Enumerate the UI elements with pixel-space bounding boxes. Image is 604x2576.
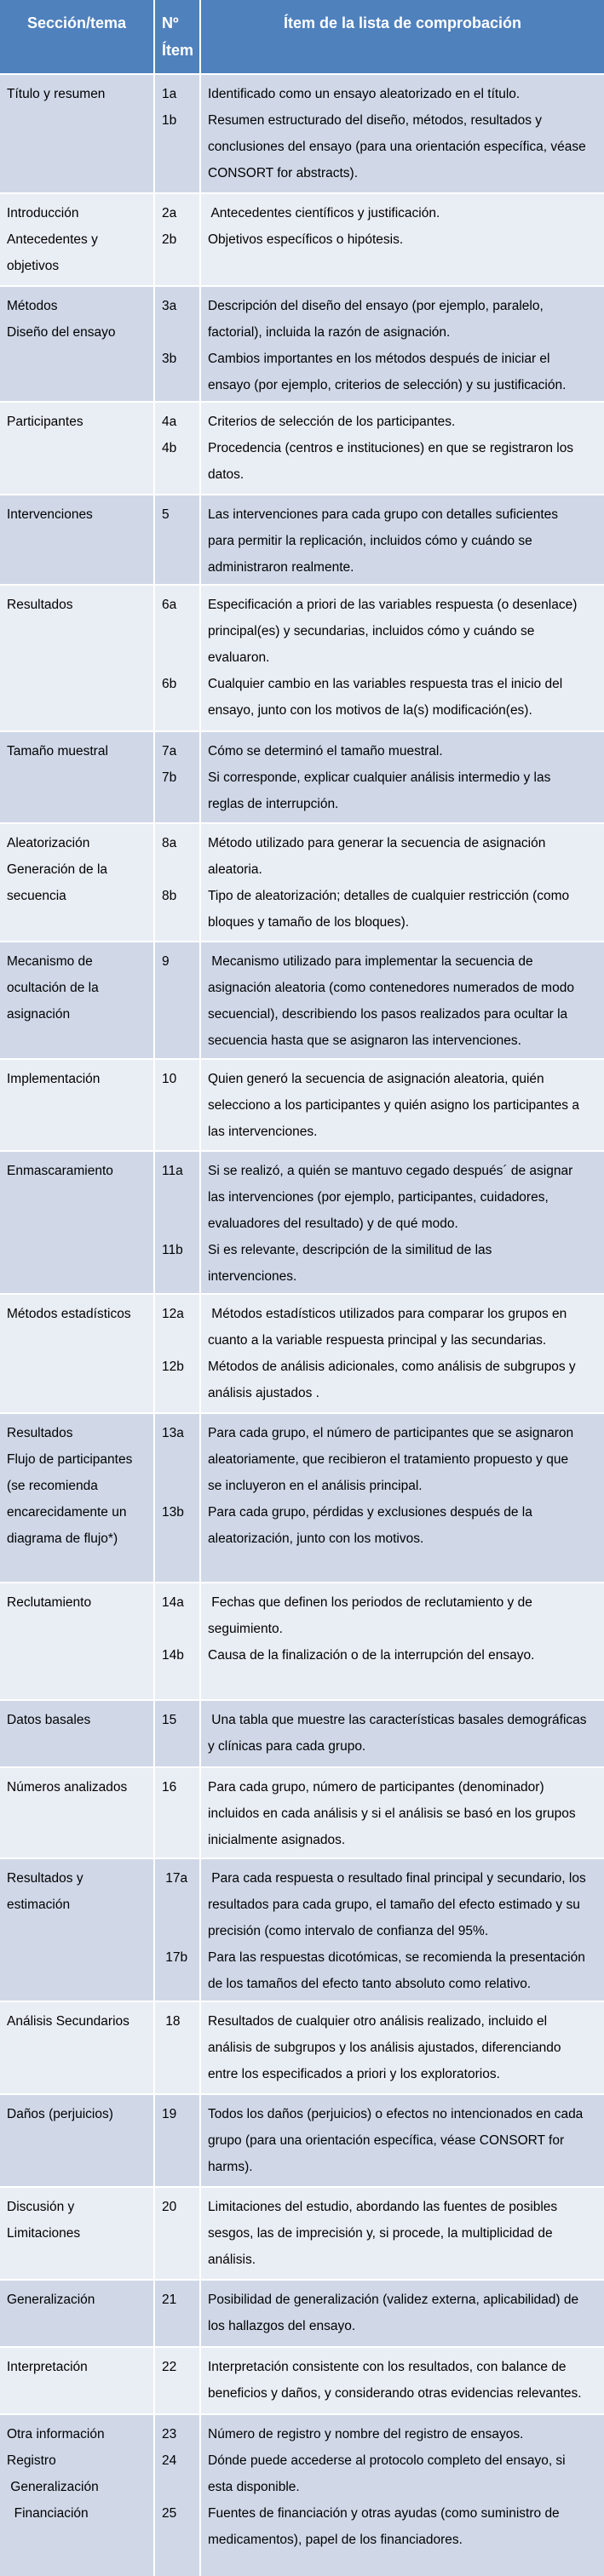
- item-number-cell: [155, 1859, 201, 2001]
- item-text-line: las intervenciones (por ejemplo, participantes, cuidadores,: [208, 1190, 549, 1205]
- item-text-cell: [201, 1701, 604, 1766]
- item-text-line: beneficios y daños, y considerando otras evidencias relevantes.: [208, 2386, 582, 2401]
- table-row: [0, 1293, 604, 1412]
- section-label: Resultados y: [7, 1871, 83, 1886]
- table-row: [0, 730, 604, 822]
- checklist-item: [208, 2447, 604, 2500]
- section-cell: [0, 1295, 155, 1412]
- checklist-item: [208, 1301, 604, 1354]
- table-row: [0, 941, 604, 1058]
- item-text-line: reglas de interrupción.: [208, 797, 339, 811]
- item-text-line: CONSORT for abstracts).: [208, 166, 358, 180]
- item-text-cell: [201, 403, 604, 494]
- item-text-cell: [201, 1768, 604, 1858]
- checklist-item: [208, 2287, 604, 2339]
- section-label: ocultación de la: [7, 981, 99, 995]
- item-text-line: Las intervenciones para cada grupo con detalles suficientes: [208, 507, 559, 522]
- table-row: [0, 1058, 604, 1150]
- item-number-cell: [155, 1701, 201, 1766]
- section-label: Financiación: [7, 2506, 89, 2521]
- item-text-line: seguimiento.: [208, 1622, 283, 1636]
- table-body: [0, 73, 604, 2576]
- item-number: 11a: [162, 1164, 183, 1178]
- section-label: Implementación: [7, 1072, 101, 1086]
- item-number-cell: [155, 1414, 201, 1582]
- item-text-line: Especificación a priori de las variables respuesta (o desenlace): [208, 598, 578, 612]
- item-text-cell: [201, 586, 604, 730]
- item-number: 21: [162, 2293, 177, 2307]
- item-text-line: principal(es) y secundarias, incluidos cómo y cuándo se: [208, 624, 535, 638]
- header-section-cell: [0, 0, 155, 73]
- item-text-cell: [201, 1859, 604, 2001]
- table-row: [0, 2413, 604, 2576]
- header-checklist-cell: [201, 0, 604, 73]
- item-text-line: esta disponible.: [208, 2480, 300, 2494]
- checklist-item: [208, 435, 604, 488]
- section-cell: [0, 495, 155, 584]
- item-text-line: Resultados de cualquier otro análisis realizado, incluido el: [208, 2014, 548, 2029]
- section-cell: [0, 194, 155, 285]
- section-label: Diseño del ensayo: [7, 325, 116, 340]
- item-number: 23: [162, 2427, 177, 2441]
- item-number: 11b: [162, 1243, 183, 1257]
- item-text-line: Posibilidad de generalización (validez externa, aplicabilidad) de: [208, 2293, 579, 2307]
- section-label: Resultados: [7, 1426, 73, 1440]
- item-text-line: Todos los daños (perjuicios) o efectos no intencionados en cada: [208, 2107, 584, 2121]
- section-cell: [0, 942, 155, 1058]
- section-cell: [0, 2348, 155, 2413]
- section-cell: [0, 1701, 155, 1766]
- item-number-cell: [155, 1583, 201, 1699]
- item-text-line: bloques y tamaño de los bloques).: [208, 915, 410, 930]
- checklist-item: [208, 1066, 604, 1145]
- checklist-item: [208, 1589, 604, 1642]
- checklist-item: [208, 1158, 604, 1237]
- item-number: 10: [162, 1072, 177, 1086]
- checklist-item: [208, 1707, 604, 1760]
- header-item-label: Ítem: [162, 42, 194, 59]
- item-number: 15: [162, 1713, 177, 1727]
- section-label: Antecedentes y: [7, 232, 98, 247]
- item-text-line: resultados para cada grupo, el tamaño del efecto estimado y su: [208, 1898, 580, 1912]
- section-label: Intervenciones: [7, 507, 93, 522]
- section-label: asignación: [7, 1007, 71, 1022]
- table-row: [0, 1412, 604, 1582]
- item-text-line: Limitaciones del estudio, abordando las fuentes de posibles: [208, 2200, 558, 2214]
- section-label: Daños (perjuicios): [7, 2107, 113, 2121]
- item-text-line: aleatorización, junto con los motivos.: [208, 1531, 424, 1546]
- item-number-cell: [155, 194, 201, 285]
- section-cell: [0, 75, 155, 192]
- section-cell: [0, 1859, 155, 2001]
- table-row: [0, 1766, 604, 1858]
- item-text-line: Para las respuestas dicotómicas, se recomienda la presentación: [208, 1950, 585, 1965]
- table-row: [0, 494, 604, 584]
- section-cell: [0, 2095, 155, 2186]
- table-row: [0, 401, 604, 494]
- item-number: 22: [162, 2360, 177, 2374]
- item-text-line: Objetivos específicos o hipótesis.: [208, 232, 404, 247]
- item-text-cell: [201, 194, 604, 285]
- section-label: Tamaño muestral: [7, 744, 108, 758]
- item-number: 17b: [162, 1950, 188, 1965]
- item-number-cell: [155, 2095, 201, 2186]
- section-label: Flujo de participantes: [7, 1452, 133, 1467]
- item-text-line: Causa de la finalización o de la interrupción del ensayo.: [208, 1648, 535, 1663]
- table-row: [0, 822, 604, 941]
- section-label: Interpretación: [7, 2360, 88, 2374]
- item-number-cell: [155, 2348, 201, 2413]
- item-text-line: intervenciones.: [208, 1269, 297, 1284]
- checklist-item: [208, 2421, 604, 2447]
- section-label: Introducción: [7, 206, 79, 220]
- item-text-line: y clínicas para cada grupo.: [208, 1739, 366, 1754]
- header-number-label: Nº: [162, 14, 179, 31]
- section-label: secuencia: [7, 889, 66, 903]
- section-label: Análisis Secundarios: [7, 2014, 129, 2029]
- item-text-cell: [201, 2415, 604, 2576]
- item-number: 6b: [162, 677, 177, 691]
- checklist-item: [208, 2500, 604, 2553]
- item-number-cell: [155, 1152, 201, 1293]
- section-label: Generalización: [7, 2293, 95, 2307]
- item-text-line: Resumen estructurado del diseño, métodos, resultados y: [208, 113, 543, 128]
- item-number: 3a: [162, 299, 177, 313]
- table-row: [0, 2001, 604, 2093]
- item-text-line: Antecedentes científicos y justificación.: [208, 206, 440, 220]
- checklist-item: [208, 409, 604, 435]
- item-text-cell: [201, 2348, 604, 2413]
- item-number: 1a: [162, 87, 177, 101]
- checklist-item: [208, 200, 604, 226]
- item-number: 12a: [162, 1307, 184, 1321]
- item-number: 2b: [162, 232, 177, 247]
- item-text-line: los hallazgos del ensayo.: [208, 2319, 356, 2333]
- item-text-cell: [201, 1152, 604, 1293]
- item-number: 25: [162, 2506, 177, 2521]
- item-text-line: Métodos estadísticos utilizados para comparar los grupos en: [208, 1307, 567, 1321]
- checklist-item: [208, 1354, 604, 1406]
- checklist-item: [208, 883, 604, 936]
- checklist-item: [208, 346, 604, 398]
- item-text-cell: [201, 495, 604, 584]
- item-number: 6a: [162, 598, 177, 612]
- checklist-item: [208, 1642, 604, 1669]
- table-row: [0, 73, 604, 192]
- item-number: 14a: [162, 1595, 184, 1610]
- item-text-line: Método utilizado para generar la secuencia de asignación: [208, 836, 546, 850]
- table-row: [0, 2279, 604, 2346]
- item-text-line: las intervenciones.: [208, 1125, 318, 1139]
- item-text-line: asignación aleatoria (como contenedores numerados de modo: [208, 981, 574, 995]
- section-label: encarecidamente un: [7, 1505, 127, 1520]
- item-number-cell: [155, 495, 201, 584]
- item-number: 14b: [162, 1648, 184, 1663]
- item-number: 2a: [162, 206, 177, 220]
- item-number: 20: [162, 2200, 177, 2214]
- item-text-line: entre los especificados a priori y los exploratorios.: [208, 2067, 500, 2081]
- section-label: Enmascaramiento: [7, 1164, 113, 1178]
- section-cell: [0, 586, 155, 730]
- checklist-item: [208, 830, 604, 883]
- item-text-line: aleatoriamente, que recibieron el tratamiento propuesto y que: [208, 1452, 569, 1467]
- item-text-line: cuanto a la variable respuesta principal y las secundarias.: [208, 1333, 547, 1348]
- item-text-line: selecciono a los participantes y quién asigno los participantes a: [208, 1098, 579, 1113]
- section-label: Limitaciones: [7, 2226, 81, 2241]
- item-text-cell: [201, 1583, 604, 1699]
- item-number-cell: [155, 732, 201, 822]
- table-row: [0, 2093, 604, 2186]
- item-number-cell: [155, 942, 201, 1058]
- section-label: Mecanismo de: [7, 954, 93, 969]
- header-number-cell: [155, 0, 201, 73]
- section-cell: [0, 1768, 155, 1858]
- item-text-line: Cambios importantes en los métodos después de iniciar el: [208, 352, 550, 366]
- table-row: [0, 1699, 604, 1766]
- item-text-line: Criterios de selección de los participantes.: [208, 415, 456, 429]
- section-cell: [0, 2188, 155, 2279]
- item-number: 5: [162, 507, 170, 522]
- section-label: Participantes: [7, 415, 83, 429]
- header-section-label: Sección/tema: [26, 14, 127, 31]
- item-number-cell: [155, 2415, 201, 2576]
- item-number: 4a: [162, 415, 177, 429]
- section-cell: [0, 2415, 155, 2576]
- item-number: 8b: [162, 889, 177, 903]
- item-text-cell: [201, 2095, 604, 2186]
- checklist-item: [208, 2101, 604, 2180]
- section-label: Métodos: [7, 299, 58, 313]
- section-label: Números analizados: [7, 1780, 128, 1795]
- section-cell: [0, 1152, 155, 1293]
- item-text-line: sesgos, las de imprecisión y, si procede, la multiplicidad de: [208, 2226, 553, 2241]
- item-text-cell: [201, 287, 604, 401]
- section-cell: [0, 403, 155, 494]
- item-text-line: Fuentes de financiación y otras ayudas (como suministro de: [208, 2506, 560, 2521]
- section-cell: [0, 824, 155, 941]
- item-text-line: Identificado como un ensayo aleatorizado en el título.: [208, 87, 521, 101]
- item-number: 17a: [162, 1871, 188, 1886]
- item-number-cell: [155, 1060, 201, 1150]
- item-text-line: Número de registro y nombre del registro de ensayos.: [208, 2427, 524, 2441]
- item-text-cell: [201, 2188, 604, 2279]
- item-number-cell: [155, 824, 201, 941]
- item-text-line: Procedencia (centros e instituciones) en que se registraron los: [208, 441, 574, 455]
- section-cell: [0, 1414, 155, 1582]
- section-cell: [0, 2281, 155, 2346]
- section-cell: [0, 1060, 155, 1150]
- item-text-line: aleatoria.: [208, 862, 262, 877]
- item-text-line: Dónde puede accederse al protocolo completo del ensayo, si: [208, 2453, 566, 2468]
- item-number: 7b: [162, 770, 177, 785]
- section-label: Otra información: [7, 2427, 105, 2441]
- item-text-line: secuencia hasta que se asignaron las intervenciones.: [208, 1033, 521, 1048]
- section-cell: [0, 2002, 155, 2093]
- checklist-item: [208, 1865, 604, 1944]
- item-text-cell: [201, 75, 604, 192]
- item-text-line: Tipo de aleatorización; detalles de cualquier restricción (como: [208, 889, 570, 903]
- item-text-cell: [201, 732, 604, 822]
- item-text-line: ensayo, junto con los motivos de la(s) modificación(es).: [208, 703, 532, 718]
- checklist-item: [208, 764, 604, 817]
- item-number: 18: [162, 2014, 181, 2029]
- item-text-line: análisis.: [208, 2253, 256, 2267]
- checklist-item: [208, 226, 604, 253]
- section-label: Generación de la: [7, 862, 108, 877]
- item-text-line: evaluadores del resultado) y de qué modo.: [208, 1216, 458, 1231]
- item-text-line: medicamentos), papel de los financiadores.: [208, 2533, 463, 2547]
- section-label: Métodos estadísticos: [7, 1307, 131, 1321]
- checklist-item: [208, 1944, 604, 1997]
- section-label: Título y resumen: [7, 87, 106, 101]
- item-number-cell: [155, 75, 201, 192]
- section-label: Registro: [7, 2453, 56, 2468]
- checklist-item: [208, 948, 604, 1054]
- item-text-cell: [201, 2281, 604, 2346]
- section-cell: [0, 1583, 155, 1699]
- item-text-line: Si es relevante, descripción de la similitud de las: [208, 1243, 492, 1257]
- item-number-cell: [155, 2188, 201, 2279]
- item-text-line: precisión (como intervalo de confianza del 95%.: [208, 1924, 489, 1938]
- section-label: Resultados: [7, 598, 73, 612]
- header-checklist-label: Ítem de la lista de comprobación: [283, 14, 522, 31]
- item-text-line: Para cada grupo, pérdidas y exclusiones después de la: [208, 1505, 532, 1520]
- item-text-line: incluidos en cada análisis y si el análisis se basó en los grupos: [208, 1806, 576, 1821]
- item-text-line: Si corresponde, explicar cualquier análisis intermedio y las: [208, 770, 551, 785]
- section-label: Datos basales: [7, 1713, 91, 1727]
- item-number: 24: [162, 2453, 177, 2468]
- table-header: [0, 0, 604, 73]
- item-text-line: Descripción del diseño del ensayo (por ejemplo, paralelo,: [208, 299, 544, 313]
- item-text-line: administraron realmente.: [208, 560, 354, 575]
- checklist-item: [208, 671, 604, 724]
- checklist-item: [208, 1774, 604, 1853]
- section-label: diagrama de flujo*): [7, 1531, 118, 1546]
- table-row: [0, 1150, 604, 1293]
- item-number-cell: [155, 1295, 201, 1412]
- item-text-line: de los tamaños del efecto tanto absoluto como relativo.: [208, 1977, 532, 1991]
- checklist-item: [208, 738, 604, 764]
- item-number: 1b: [162, 113, 177, 128]
- checklist-item: [208, 592, 604, 671]
- item-text-line: para permitir la replicación, incluidos cómo y cuándo se: [208, 534, 532, 548]
- item-text-line: Interpretación consistente con los resultados, con balance de: [208, 2360, 567, 2374]
- item-text-line: análisis ajustados .: [208, 1386, 319, 1400]
- item-number-cell: [155, 586, 201, 730]
- item-number: 13b: [162, 1505, 184, 1520]
- item-text-line: ensayo (por ejemplo, criterios de selección) y su justificación.: [208, 378, 567, 392]
- item-text-cell: [201, 1295, 604, 1412]
- item-text-line: harms).: [208, 2160, 253, 2174]
- item-text-line: factorial), incluida la razón de asignación.: [208, 325, 451, 340]
- item-number-cell: [155, 1768, 201, 1858]
- item-number: 13a: [162, 1426, 184, 1440]
- item-text-line: Para cada grupo, el número de participantes que se asignaron: [208, 1426, 574, 1440]
- item-text-line: evaluaron.: [208, 650, 270, 665]
- checklist-item: [208, 501, 604, 581]
- section-cell: [0, 732, 155, 822]
- item-text-line: Si se realizó, a quién se mantuvo cegado después´ de asignar: [208, 1164, 573, 1178]
- section-label: Aleatorización: [7, 836, 90, 850]
- section-label: objetivos: [7, 259, 60, 273]
- item-text-cell: [201, 824, 604, 941]
- checklist-item: [208, 1420, 604, 1499]
- checklist-item: [208, 293, 604, 346]
- section-label: estimación: [7, 1898, 71, 1912]
- item-text-cell: [201, 1414, 604, 1582]
- item-text-cell: [201, 1060, 604, 1150]
- item-number: 8a: [162, 836, 177, 850]
- item-number: 3b: [162, 352, 177, 366]
- item-text-line: inicialmente asignados.: [208, 1833, 346, 1847]
- table-row: [0, 285, 604, 401]
- item-text-line: Para cada grupo, número de participantes (denominador): [208, 1780, 544, 1795]
- item-number: 16: [162, 1780, 177, 1795]
- item-number: 19: [162, 2107, 177, 2121]
- checklist-item: [208, 1237, 604, 1290]
- checklist-item: [208, 2008, 604, 2087]
- item-number-cell: [155, 403, 201, 494]
- section-label: Reclutamiento: [7, 1595, 92, 1610]
- checklist-item: [208, 81, 604, 107]
- item-text-line: Mecanismo utilizado para implementar la secuencia de: [208, 954, 533, 969]
- item-text-line: conclusiones del ensayo (para una orientación específica, véase: [208, 140, 586, 154]
- item-text-line: Para cada respuesta o resultado final principal y secundario, los: [208, 1871, 586, 1886]
- item-text-line: Cómo se determinó el tamaño muestral.: [208, 744, 443, 758]
- item-number-cell: [155, 2002, 201, 2093]
- section-cell: [0, 287, 155, 401]
- item-number: 7a: [162, 744, 177, 758]
- item-number-cell: [155, 2281, 201, 2346]
- checklist-item: [208, 1499, 604, 1552]
- section-label: (se recomienda: [7, 1479, 98, 1493]
- item-text-line: análisis de subgrupos y los análisis ajustados, diferenciando: [208, 2041, 561, 2055]
- item-number: 4b: [162, 441, 177, 455]
- item-text-line: Métodos de análisis adicionales, como análisis de subgrupos y: [208, 1360, 576, 1374]
- table-row: [0, 584, 604, 730]
- item-number: 9: [162, 954, 170, 969]
- item-text-line: Cualquier cambio en las variables respuesta tras el inicio del: [208, 677, 563, 691]
- section-label: Discusión y: [7, 2200, 75, 2214]
- item-number-cell: [155, 287, 201, 401]
- table-row: [0, 2186, 604, 2279]
- checklist-item: [208, 2194, 604, 2273]
- item-text-line: secuencial), describiendo los pasos realizados para ocultar la: [208, 1007, 568, 1022]
- checklist-item: [208, 2354, 604, 2407]
- item-text-line: Quien generó la secuencia de asignación aleatoria, quién: [208, 1072, 544, 1086]
- item-text-line: Fechas que definen los periodos de reclutamiento y de: [208, 1595, 532, 1610]
- item-text-line: Una tabla que muestre las características basales demográficas: [208, 1713, 587, 1727]
- item-text-line: datos.: [208, 467, 244, 482]
- item-text-line: grupo (para una orientación específica, véase CONSORT for: [208, 2133, 565, 2148]
- table-row: [0, 1582, 604, 1699]
- table-row: [0, 192, 604, 285]
- checklist-item: [208, 107, 604, 186]
- item-text-cell: [201, 2002, 604, 2093]
- item-text-line: se incluyeron en el análisis principal.: [208, 1479, 423, 1493]
- item-text-cell: [201, 942, 604, 1058]
- item-number: 12b: [162, 1360, 184, 1374]
- table-row: [0, 2346, 604, 2413]
- table-row: [0, 1858, 604, 2001]
- section-label: Generalización: [7, 2480, 99, 2494]
